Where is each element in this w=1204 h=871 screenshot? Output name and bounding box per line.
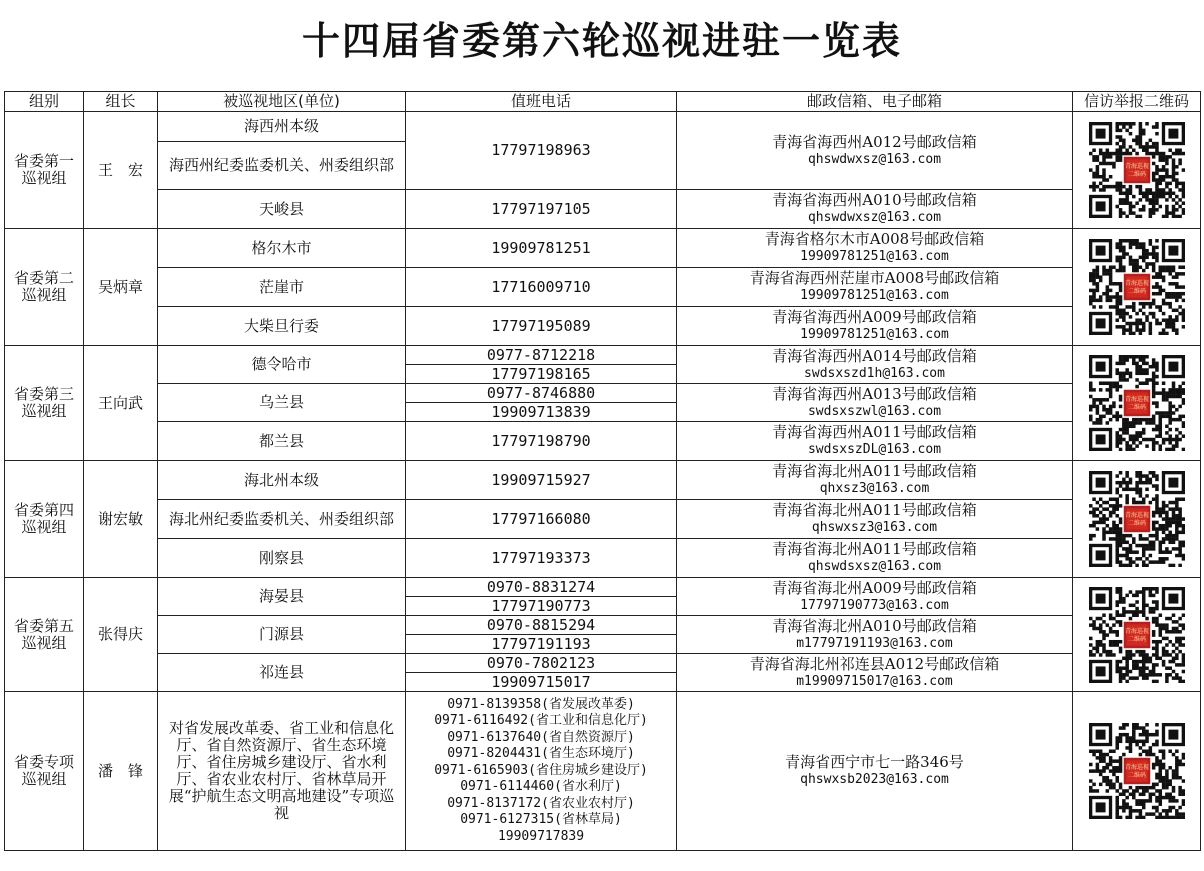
svg-text:二维码: 二维码 xyxy=(1127,404,1146,411)
group-name: 省委第三巡视组 xyxy=(5,346,84,461)
header-leader: 组长 xyxy=(84,92,158,112)
svg-text:二维码: 二维码 xyxy=(1127,288,1146,295)
mail-cell xyxy=(677,616,1073,654)
mail-address: 青海省海西州A010号邮政信箱 xyxy=(772,191,977,209)
qr-cell xyxy=(1073,578,1201,692)
email-address: qhswdwxsz@163.com xyxy=(807,210,942,225)
qr-code-icon[interactable] xyxy=(1089,122,1185,218)
phone-cell: 17797166080 xyxy=(406,500,677,539)
area-cell: 对省发展改革委、省工业和信息化厅、省自然资源厅、省生态环境厅、省住房城乡建设厅、省水利厅、省农业农村厅、省林草局开展“护航生态文明高地建设”专项巡视 xyxy=(158,692,406,851)
phone-line: 19909717839 xyxy=(497,828,585,844)
area-cell: 门源县 xyxy=(158,616,406,654)
svg-text:二维码: 二维码 xyxy=(1127,171,1146,178)
email-address: swdsxszDL@163.com xyxy=(807,442,942,457)
mail-address: 青海省海西州A014号邮政信箱 xyxy=(772,346,977,365)
mail-cell xyxy=(677,461,1073,500)
mail-address: 青海省海北州A011号邮政信箱 xyxy=(772,540,977,558)
phone-cell: 19909715017 xyxy=(406,673,677,692)
area-cell: 祁连县 xyxy=(158,654,406,692)
mail-address: 青海省海北州A011号邮政信箱 xyxy=(772,462,977,480)
mail-address: 青海省海西州A012号邮政信箱 xyxy=(772,132,977,151)
svg-text:二维码: 二维码 xyxy=(1127,635,1146,643)
email-address: 17797190773@163.com xyxy=(800,597,949,613)
header-area: 被巡视地区(单位) xyxy=(158,92,406,112)
phone-cell: 17797190773 xyxy=(406,597,677,616)
area-cell: 茫崖市 xyxy=(158,268,406,307)
group-name: 省委专项巡视组 xyxy=(5,692,84,851)
table-row xyxy=(5,384,1201,403)
phone-cell: 0970-7802123 xyxy=(406,654,677,673)
mail-address: 青海省格尔木市A008号邮政信箱 xyxy=(764,230,985,248)
qr-code-icon[interactable] xyxy=(1089,723,1185,819)
phone-line: 0971-6114460(省水利厅) xyxy=(460,779,622,795)
mail-cell xyxy=(677,346,1073,384)
mail-cell xyxy=(677,539,1073,578)
table-row xyxy=(5,578,1201,597)
phone-line: 0971-8204431(省生态环境厅) xyxy=(447,746,635,762)
phone-cell: 17797197105 xyxy=(406,190,677,229)
phone-cell: 0970-8815294 xyxy=(406,616,677,635)
group-leader: 王向武 xyxy=(84,346,158,461)
group-leader: 谢宏敏 xyxy=(84,461,158,578)
phone-cell: 19909781251 xyxy=(406,229,677,268)
header-group: 组别 xyxy=(5,92,84,112)
table-row xyxy=(5,539,1201,578)
group-leader: 潘 锋 xyxy=(84,692,158,851)
area-cell: 格尔木市 xyxy=(158,229,406,268)
email-address: 19909781251@163.com xyxy=(800,288,949,303)
group-leader: 王 宏 xyxy=(84,112,158,229)
phone-cell: 17797193373 xyxy=(406,539,677,578)
mail-cell xyxy=(677,500,1073,539)
svg-text:青海巡视: 青海巡视 xyxy=(1124,280,1149,287)
area-cell: 乌兰县 xyxy=(158,384,406,422)
area-cell: 海北州本级 xyxy=(158,461,406,500)
area-cell: 海西州本级 xyxy=(158,112,406,142)
area-cell: 海北州纪委监委机关、州委组织部 xyxy=(158,500,406,539)
area-cell: 天峻县 xyxy=(158,190,406,229)
table-row xyxy=(5,268,1201,307)
table-row xyxy=(5,461,1201,500)
svg-text:二维码: 二维码 xyxy=(1127,772,1146,779)
svg-text:二维码: 二维码 xyxy=(1127,520,1146,527)
phone-cell: 17797198790 xyxy=(406,422,677,461)
mail-cell xyxy=(677,190,1073,229)
qr-cell xyxy=(1073,229,1201,346)
qr-cell xyxy=(1073,112,1201,229)
phone-line: 0971-6165903(省住房城乡建设厅) xyxy=(434,762,648,778)
email-address: m17797191193@163.com xyxy=(796,635,953,651)
svg-text:青海巡视: 青海巡视 xyxy=(1124,512,1149,519)
phone-cell: 0970-8831274 xyxy=(406,578,677,597)
email-address: 19909781251@163.com xyxy=(800,327,949,342)
area-cell: 海晏县 xyxy=(158,578,406,616)
group-leader: 吴炳章 xyxy=(84,229,158,346)
group-leader: 张得庆 xyxy=(84,578,158,692)
svg-text:青海巡视: 青海巡视 xyxy=(1124,396,1149,403)
phone-line: 0971-8139358(省发展改革委) xyxy=(447,696,635,712)
page-title: 十四届省委第六轮巡视进驻一览表 xyxy=(301,19,902,63)
email-address: qhswdwxsz@163.com xyxy=(807,151,942,167)
qr-cell xyxy=(1073,461,1201,578)
table-row xyxy=(5,229,1201,268)
table-row xyxy=(5,190,1201,229)
phone-line: 0971-6116492(省工业和信息化厅) xyxy=(434,713,648,729)
header-qr: 信访举报二维码 xyxy=(1073,92,1201,112)
mail-cell xyxy=(677,229,1073,268)
table-row xyxy=(5,422,1201,461)
mail-cell xyxy=(677,422,1073,461)
table-row xyxy=(5,692,1201,851)
area-cell: 海西州纪委监委机关、州委组织部 xyxy=(158,142,406,190)
area-cell: 都兰县 xyxy=(158,422,406,461)
mail-address: 青海省海北州A010号邮政信箱 xyxy=(772,616,977,635)
mail-address: 青海省海北州祁连县A012号邮政信箱 xyxy=(749,654,1000,673)
mail-address: 青海省海北州A009号邮政信箱 xyxy=(772,578,977,597)
mail-address: 青海省西宁市七一路346号 xyxy=(785,753,964,771)
table-row xyxy=(5,307,1201,346)
email-address: swdsxszwl@163.com xyxy=(807,403,942,419)
group-name: 省委第五巡视组 xyxy=(5,578,84,692)
email-address: 19909781251@163.com xyxy=(800,249,949,264)
qr-code-icon[interactable] xyxy=(1089,471,1185,567)
phone-cell: 17797198165 xyxy=(406,365,677,384)
phone-cell: 19909713839 xyxy=(406,403,677,422)
mail-cell xyxy=(677,692,1073,851)
mail-cell xyxy=(677,112,1073,190)
phone-line: 0971-6127315(省林草局) xyxy=(460,812,622,828)
group-name: 省委第四巡视组 xyxy=(5,461,84,578)
phone-list xyxy=(406,692,677,851)
mail-cell xyxy=(677,268,1073,307)
phone-cell: 17797198963 xyxy=(406,112,677,190)
mail-cell xyxy=(677,384,1073,422)
header-row xyxy=(5,92,1201,112)
group-name: 省委第二巡视组 xyxy=(5,229,84,346)
table-row xyxy=(5,112,1201,142)
table-row xyxy=(5,500,1201,539)
inspection-table xyxy=(4,91,1201,851)
phone-cell: 17716009710 xyxy=(406,268,677,307)
mail-cell xyxy=(677,307,1073,346)
area-cell: 德令哈市 xyxy=(158,346,406,384)
phone-line: 0971-8137172(省农业农村厅) xyxy=(447,795,635,811)
mail-cell xyxy=(677,578,1073,616)
svg-text:青海巡视: 青海巡视 xyxy=(1124,163,1149,170)
mail-address: 青海省海北州A011号邮政信箱 xyxy=(772,501,977,519)
email-address: m19909715017@163.com xyxy=(796,673,953,689)
email-address: qhswxsb2023@163.com xyxy=(800,772,949,787)
svg-text:青海巡视: 青海巡视 xyxy=(1124,764,1149,771)
area-cell: 大柴旦行委 xyxy=(158,307,406,346)
phone-cell: 17797191193 xyxy=(406,635,677,654)
email-address: swdsxszd1h@163.com xyxy=(804,365,945,381)
qr-code-icon[interactable] xyxy=(1089,355,1185,451)
email-address: qhswdsxsz@163.com xyxy=(807,559,942,574)
qr-code-icon[interactable] xyxy=(1089,587,1185,683)
qr-code-icon[interactable] xyxy=(1089,239,1185,335)
table-row xyxy=(5,346,1201,365)
group-name: 省委第一巡视组 xyxy=(5,112,84,229)
header-phone: 值班电话 xyxy=(406,92,677,112)
mail-address: 青海省海西州A009号邮政信箱 xyxy=(772,308,977,326)
mail-cell xyxy=(677,654,1073,692)
mail-address: 青海省海西州A011号邮政信箱 xyxy=(772,423,977,441)
table-row xyxy=(5,616,1201,635)
phone-cell: 17797195089 xyxy=(406,307,677,346)
svg-text:青海巡视: 青海巡视 xyxy=(1124,627,1149,635)
phone-cell: 0977-8746880 xyxy=(406,384,677,403)
mail-address: 青海省海西州茫崖市A008号邮政信箱 xyxy=(749,269,1000,287)
phone-cell: 0977-8712218 xyxy=(406,346,677,365)
email-address: qhswxsz3@163.com xyxy=(811,520,938,535)
email-address: qhxsz3@163.com xyxy=(819,481,930,496)
phone-cell: 19909715927 xyxy=(406,461,677,500)
qr-cell xyxy=(1073,692,1201,851)
header-mail: 邮政信箱、电子邮箱 xyxy=(677,92,1073,112)
area-cell: 刚察县 xyxy=(158,539,406,578)
phone-line: 0971-6137640(省自然资源厅) xyxy=(447,729,635,745)
table-row xyxy=(5,654,1201,673)
qr-cell xyxy=(1073,346,1201,461)
mail-address: 青海省海西州A013号邮政信箱 xyxy=(772,384,977,403)
